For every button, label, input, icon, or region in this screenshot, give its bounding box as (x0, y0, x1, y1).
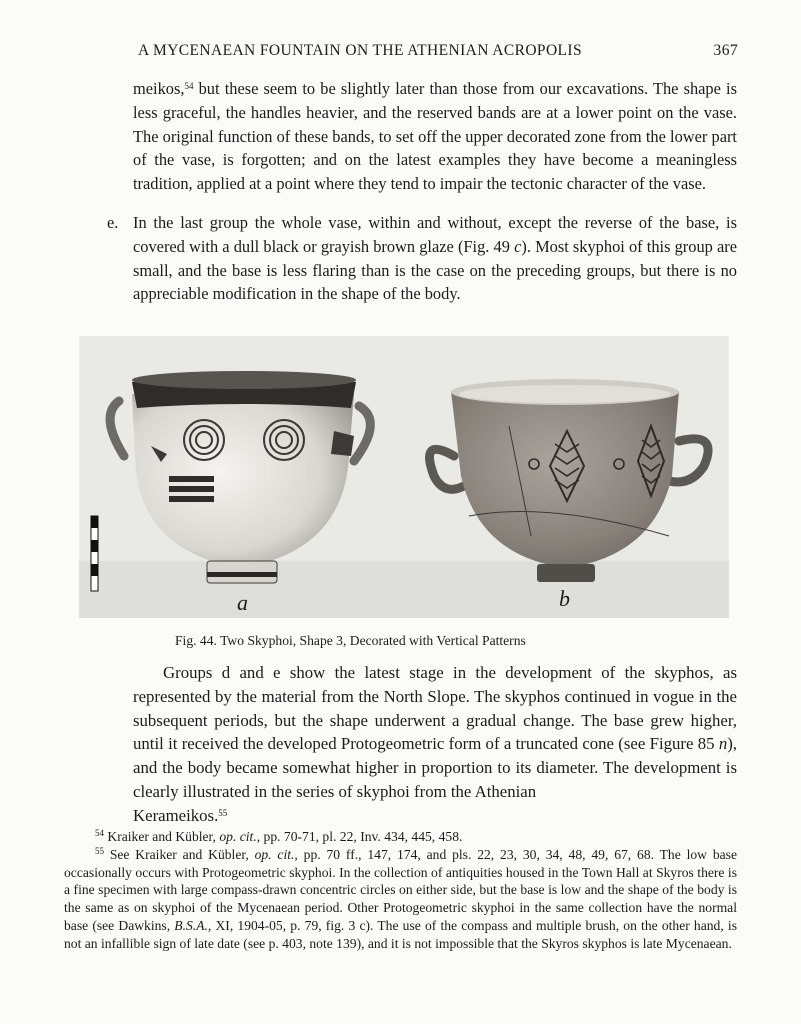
figure-caption: Fig. 44. Two Skyphoi, Shape 3, Decorated with Vertical Patterns (175, 633, 526, 648)
paragraph-continuation (133, 77, 737, 196)
paragraph-text: but these seem to be slightly later than those from our excavations. The shape is less graceful, the handles heavier, and the reserved bands are at a lower point on the vase. The original function of these bands, to set off the upper decorated zone from the lower part of the vase, is forgotten; and on the latest examples they have become a meaningless tradition, applied at a point where they tend to impair the tectonic character of the vase. (133, 79, 737, 194)
footnote-ref-54[interactable]: 54 (184, 81, 194, 91)
running-title: A MYCENAEAN FOUNTAIN ON THE ATHENIAN ACROPOLIS (138, 42, 582, 59)
footnote-text: , XI, 1904-05, p. 79, fig. 3 c). The use of the compass and multiple brush, on the other hand, is not an infallible sign of late date (see p. 403, note 139), and it is not impossible that the Skyros skyphos is late Mycenaean. (64, 917, 737, 951)
footnote-text: Kraiker and Kübler, (104, 829, 220, 844)
paragraph-text: ), and the body became somewhat higher in proportion to its diameter. The development is clearly illustrated in the series of skyphoi from the Athenian (133, 734, 737, 801)
figure-label-a: a (237, 590, 248, 615)
footnote-text: , pp. 70 ff., 147, 174, and pls. 22, 23, 30, 34, 48, 49, 67, 68. The low base occasionally occurs with Protogeometric skyphoi. In the collection of antiquities housed in the Town Hall at Skyros there is a fine specimen with large compass-drawn concentric circles on either side, but the base is low and the shape of the body is the same as on skyphoi of the Mycenaean period. Other Protogeometric skyphoi in the same collection have the normal base (see Dawkins, (64, 847, 737, 933)
footnote-number: 55 (95, 846, 104, 856)
list-item-text (133, 211, 737, 306)
footnote-italic: B.S.A. (174, 917, 208, 933)
footnote-italic: op. cit. (219, 829, 257, 844)
skyphoi-photo (79, 336, 729, 618)
item-text-part: In the last group the whole vase, within and without, except the reverse of the base, is covered with a dull black or grayish brown glaze (Fig. 49 (133, 213, 737, 256)
paragraph-text: meikos, (133, 79, 185, 98)
figure-label-b: b (559, 586, 570, 611)
running-header (138, 42, 738, 66)
item-text-part: ). Most skyphoi of this group are small, and the base is less flaring than is the case on the preceding groups, but there is no appreciable modification in the shape of the body. (133, 236, 737, 304)
figure-44-photograph (79, 336, 729, 618)
footnote-ref-55[interactable]: 55 (218, 807, 228, 818)
list-marker: e. (107, 213, 119, 232)
paragraph-last-line (133, 806, 227, 825)
figure-ref-letter: n (718, 734, 728, 754)
footnote-text: See Kraiker and Kübler, (104, 847, 255, 862)
paragraph-text: Kerameikos. (133, 805, 219, 825)
paragraph-text: Groups d and e show the latest stage in the development of the skyphos, as represented by the material from the North Slope. The skyphos continued in vogue in the subsequent periods, but the shape underwent a gradual change. The base grew higher, until it received the developed Protogeometric form of a truncated cone (see Figure 85 (133, 663, 737, 754)
list-item-e (107, 211, 737, 306)
footnote-number: 54 (95, 828, 104, 838)
footnote-55 (64, 846, 737, 952)
page-number: 367 (713, 42, 738, 59)
footnote-indent (64, 847, 95, 862)
figure-ref-letter: c (514, 236, 522, 256)
footnote-text: , pp. 70-71, pl. 22, Inv. 434, 445, 458. (256, 829, 463, 844)
scale-bar (91, 516, 98, 591)
footnote-italic: op. cit. (254, 847, 295, 862)
footnote-54 (95, 828, 737, 846)
paragraph-main (133, 661, 737, 828)
